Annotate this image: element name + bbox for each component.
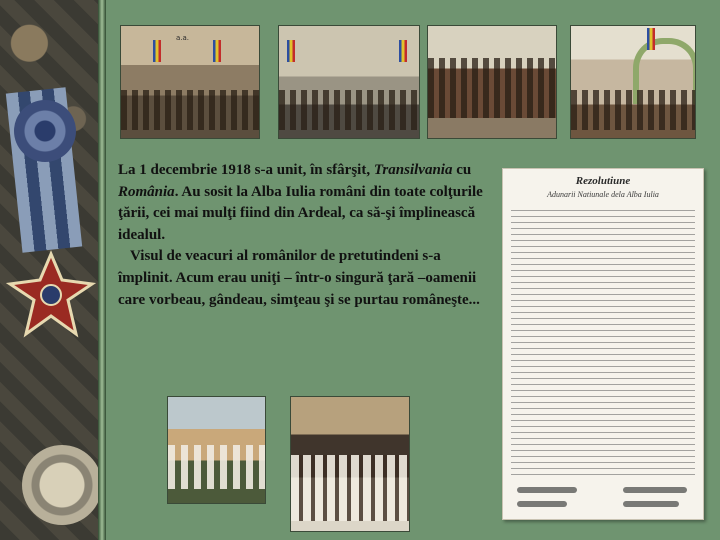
- compass-icon: [22, 445, 102, 525]
- document-subtitle: Adunarii Natiunale dela Alba Iulia: [547, 190, 659, 199]
- dancers-figures: [168, 445, 265, 489]
- text-part: cu: [452, 162, 472, 178]
- flag-icon: [213, 40, 221, 62]
- group-figures: [291, 455, 409, 521]
- text-part: La 1 decembrie 1918 s-a unit, în sfârşit,: [118, 162, 371, 178]
- paragraph-dream: Visul de veacuri al românilor de pretutindeni s-a împlinit. Acum erau uniţi – într-o singură ţară –oamenii care vorbeau, gândeau, simţeau şi se purtau româneşte...: [118, 248, 480, 308]
- photo-horsemen: [427, 25, 557, 139]
- flag-icon: [647, 28, 655, 50]
- photo-cavalry-procession: [120, 25, 260, 139]
- flag-icon: [399, 40, 407, 62]
- photo-folk-dance: [167, 396, 266, 504]
- signature: [623, 487, 687, 493]
- text-part: . Au sosit la Alba Iulia români din toate colţurile ţării, cei mai mulţi fiind din Ardeal, ca să-şi împlinească idealul.: [118, 183, 483, 243]
- paragraph-union: [118, 160, 490, 246]
- photo-triumphal-arch: [570, 25, 696, 139]
- order-cross-icon: [6, 250, 96, 340]
- text-country: România: [118, 183, 175, 200]
- signature: [517, 487, 577, 493]
- crowd-figures: [279, 90, 419, 130]
- crowd-figures: [571, 90, 695, 130]
- photo-crowd-street: [278, 25, 420, 139]
- document-title: Rezolutiune: [575, 175, 631, 187]
- document-handwriting: [511, 207, 695, 477]
- horsemen-figures: [428, 58, 556, 118]
- flag-icon: [287, 40, 295, 62]
- text-region: Transilvania: [373, 162, 453, 178]
- photo-peasant-group: [290, 396, 410, 532]
- signature: [623, 501, 679, 507]
- crowd-figures: [121, 90, 259, 130]
- medals-decoration: [0, 0, 98, 540]
- medal-rosette-icon: [14, 100, 76, 162]
- signature: [517, 501, 567, 507]
- strip-divider: [98, 0, 106, 540]
- main-text: [118, 160, 490, 311]
- photo-label: a.a.: [176, 34, 190, 42]
- flag-icon: [153, 40, 161, 62]
- resolution-document: [502, 168, 704, 520]
